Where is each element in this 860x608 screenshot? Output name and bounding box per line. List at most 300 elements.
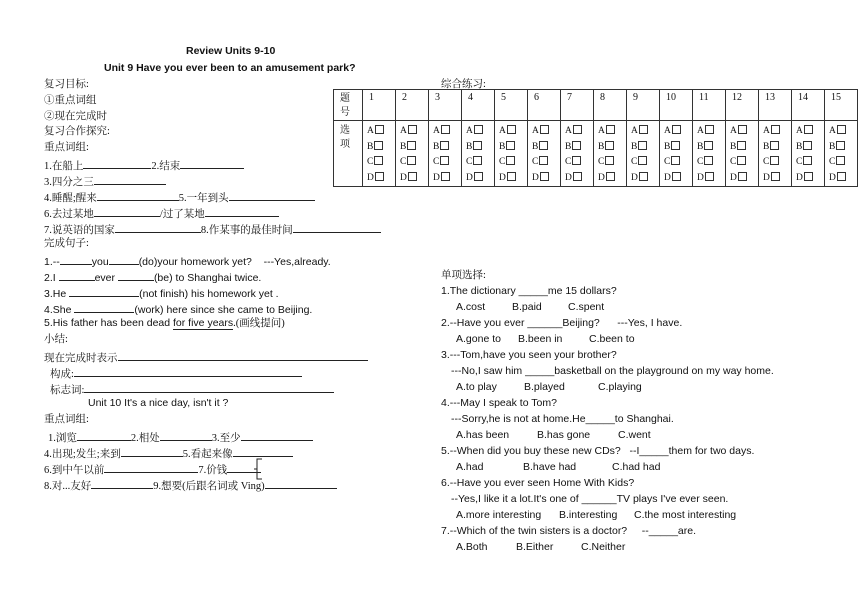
- checkbox-icon[interactable]: [573, 172, 582, 181]
- answer-cell[interactable]: [528, 121, 561, 187]
- question-3-stem: 3.---Tom,have you seen your brother?: [441, 349, 617, 361]
- answer-option[interactable]: [631, 140, 659, 156]
- blank[interactable]: [118, 269, 154, 281]
- answer-option[interactable]: [664, 124, 692, 140]
- checkbox-icon[interactable]: [836, 141, 845, 150]
- answer-cell[interactable]: [792, 121, 825, 187]
- checkbox-icon[interactable]: [539, 156, 548, 165]
- question-7-option-b[interactable]: B.Either: [516, 541, 554, 553]
- question-4-option-c[interactable]: C.went: [618, 429, 651, 441]
- option-letter: A: [631, 126, 638, 136]
- phrase-line-4: [44, 189, 315, 205]
- checkbox-icon[interactable]: [375, 172, 384, 181]
- checkbox-icon[interactable]: [507, 172, 516, 181]
- blank[interactable]: [60, 253, 92, 265]
- question-3-option-c[interactable]: C.playing: [598, 381, 642, 393]
- row-label-options: [334, 121, 363, 187]
- answer-option[interactable]: [499, 124, 527, 140]
- phrase: 1.浏览: [48, 433, 77, 444]
- checkbox-icon[interactable]: [704, 141, 713, 150]
- phrase: 7.价钱: [198, 465, 228, 476]
- blank[interactable]: [94, 205, 160, 217]
- blank[interactable]: [233, 445, 293, 457]
- checkbox-icon[interactable]: [737, 156, 746, 165]
- answer-option[interactable]: [796, 140, 824, 156]
- checkbox-icon[interactable]: [804, 125, 813, 134]
- option-letter: A: [598, 126, 605, 136]
- checkbox-icon[interactable]: [803, 156, 812, 165]
- question-6-option-c[interactable]: C.the most interesting: [634, 509, 737, 521]
- answer-option[interactable]: [631, 124, 659, 140]
- question-6-option-a[interactable]: A.more interesting: [456, 509, 542, 521]
- blank[interactable]: [84, 381, 334, 393]
- question-2-option-b[interactable]: B.been in: [518, 333, 563, 345]
- checkbox-icon[interactable]: [639, 125, 648, 134]
- blank[interactable]: [265, 477, 337, 489]
- summary-text: 构成:: [50, 369, 74, 380]
- phrase: 2.相处: [130, 433, 160, 444]
- sentence-text: 4.She: [44, 304, 75, 316]
- question-number: 13: [759, 90, 792, 121]
- sentences-label: 完成句子:: [44, 238, 89, 249]
- question-4-stem-2: ---Sorry,he is not at home.He_____to Shanghai.: [451, 413, 674, 425]
- blank[interactable]: [121, 445, 183, 457]
- question-number: 6: [528, 90, 561, 121]
- option-letter: D: [367, 172, 374, 183]
- question-number: 2: [396, 90, 429, 121]
- answer-cell[interactable]: [660, 121, 693, 187]
- option-letter: D: [697, 172, 704, 183]
- answer-option[interactable]: [400, 171, 428, 187]
- phrase-6: 6.去过某地: [44, 209, 94, 220]
- answer-option[interactable]: [631, 155, 659, 171]
- option-letter: A: [763, 126, 770, 136]
- answer-option[interactable]: [532, 155, 560, 171]
- answer-option[interactable]: [532, 171, 560, 187]
- checkbox-icon[interactable]: [506, 141, 515, 150]
- option-letter: C: [532, 157, 539, 167]
- checkbox-icon[interactable]: [705, 125, 714, 134]
- checkbox-icon[interactable]: [440, 156, 449, 165]
- answer-option[interactable]: [763, 124, 791, 140]
- answer-option[interactable]: [433, 140, 461, 156]
- option-letter: D: [532, 172, 539, 183]
- answer-option[interactable]: [697, 140, 725, 156]
- answer-option[interactable]: [400, 140, 428, 156]
- answer-option[interactable]: [631, 171, 659, 187]
- answer-option[interactable]: [499, 140, 527, 156]
- answer-cell[interactable]: [627, 121, 660, 187]
- checkbox-icon[interactable]: [441, 172, 450, 181]
- sentence-text: (not finish) his homework yet .: [139, 288, 279, 300]
- checkbox-icon[interactable]: [474, 125, 483, 134]
- answer-option[interactable]: [400, 124, 428, 140]
- label-char: 号: [340, 107, 350, 118]
- answer-option[interactable]: [664, 171, 692, 187]
- question-3-option-b[interactable]: B.played: [524, 381, 565, 393]
- answer-cell[interactable]: [495, 121, 528, 187]
- answer-option[interactable]: [499, 171, 527, 187]
- question-number: 15: [825, 90, 858, 121]
- blank[interactable]: [77, 429, 131, 441]
- answer-option[interactable]: [829, 155, 857, 171]
- phrase-line-1: [44, 157, 244, 173]
- option-letter: D: [796, 172, 803, 183]
- sentence-text: 1.--: [44, 256, 60, 268]
- option-letter: C: [730, 157, 737, 167]
- option-letter: D: [664, 172, 671, 183]
- blank[interactable]: [74, 365, 302, 377]
- checkbox-icon[interactable]: [738, 125, 747, 134]
- answer-cell[interactable]: [759, 121, 792, 187]
- option-letter: C: [466, 157, 473, 167]
- label-char: 项: [340, 139, 350, 150]
- checkbox-icon[interactable]: [837, 172, 846, 181]
- option-letter: B: [565, 141, 572, 152]
- answer-option[interactable]: [532, 140, 560, 156]
- sentence-text: ever: [94, 272, 118, 284]
- document-title: Review Units 9-10: [186, 45, 276, 57]
- option-letter: A: [433, 126, 440, 136]
- answer-option[interactable]: [400, 155, 428, 171]
- answer-option[interactable]: [664, 155, 692, 171]
- blank[interactable]: [293, 221, 381, 233]
- blank[interactable]: [160, 429, 212, 441]
- sentence-text: you: [91, 256, 109, 268]
- question-6-stem-2: --Yes,I like it a lot.It's one of ______TV plays I've ever seen.: [451, 493, 729, 505]
- answer-option[interactable]: [565, 124, 593, 140]
- checkbox-icon[interactable]: [441, 125, 450, 134]
- option-letter: B: [664, 141, 671, 152]
- question-number: 14: [792, 90, 825, 121]
- unit10-title: Unit 10 It's a nice day, isn't it ?: [88, 397, 229, 409]
- sentence-text: 2.I: [44, 272, 59, 284]
- checkbox-icon[interactable]: [638, 141, 647, 150]
- checkbox-icon[interactable]: [672, 172, 681, 181]
- answer-option[interactable]: [730, 140, 758, 156]
- answer-cell[interactable]: [594, 121, 627, 187]
- answer-option[interactable]: [697, 124, 725, 140]
- checkbox-icon[interactable]: [738, 172, 747, 181]
- question-7-stem: 7.--Which of the twin sisters is a doctor? --_____are.: [441, 525, 697, 537]
- question-7-option-c[interactable]: C.Neither: [581, 541, 626, 553]
- answer-option[interactable]: [598, 171, 626, 187]
- option-letter: A: [532, 126, 539, 136]
- blank[interactable]: [118, 349, 368, 361]
- option-letter: C: [631, 157, 638, 167]
- label-char: 选: [340, 125, 350, 136]
- option-letter: A: [829, 126, 836, 136]
- summary-line-1: [44, 349, 368, 365]
- answer-option[interactable]: [829, 124, 857, 140]
- checkbox-icon[interactable]: [606, 172, 615, 181]
- question-number: 8: [594, 90, 627, 121]
- checkbox-icon[interactable]: [605, 156, 614, 165]
- answer-option[interactable]: [466, 155, 494, 171]
- answer-option[interactable]: [466, 140, 494, 156]
- option-letter: C: [598, 157, 605, 167]
- checkbox-icon[interactable]: [506, 156, 515, 165]
- phrase: 6.到中午以前: [44, 465, 105, 476]
- question-number: 1: [363, 90, 396, 121]
- checkbox-icon[interactable]: [671, 156, 680, 165]
- sentence-text: (do)your homework yet? ---Yes,already.: [138, 256, 331, 268]
- question-7-option-a[interactable]: A.Both: [456, 541, 488, 553]
- sentence-4: [44, 301, 312, 317]
- summary-label: 小结:: [44, 334, 68, 345]
- answer-option[interactable]: [598, 124, 626, 140]
- answer-option[interactable]: [730, 124, 758, 140]
- answer-option[interactable]: [532, 124, 560, 140]
- answer-cell[interactable]: [429, 121, 462, 187]
- answer-option[interactable]: [499, 155, 527, 171]
- row-label-number: [334, 90, 363, 121]
- checkbox-icon[interactable]: [572, 141, 581, 150]
- option-letter: D: [829, 172, 836, 183]
- answer-option[interactable]: [829, 171, 857, 187]
- answer-cell[interactable]: [396, 121, 429, 187]
- option-letter: A: [697, 126, 704, 136]
- bracket-mark: [252, 457, 266, 481]
- question-3-stem-2: ---No,I saw him _____basketball on the playground on my way home.: [451, 365, 774, 377]
- option-letter: C: [433, 157, 440, 167]
- checkbox-icon[interactable]: [771, 172, 780, 181]
- checkbox-icon[interactable]: [573, 125, 582, 134]
- answer-option[interactable]: [796, 124, 824, 140]
- checkbox-icon[interactable]: [572, 156, 581, 165]
- option-letter: D: [730, 172, 737, 183]
- phrase-line-7: [44, 221, 381, 237]
- answer-option[interactable]: [796, 155, 824, 171]
- option-letter: A: [499, 126, 506, 136]
- answer-option[interactable]: [565, 155, 593, 171]
- checkbox-icon[interactable]: [770, 141, 779, 150]
- option-letter: B: [433, 141, 440, 152]
- summary-text: 现在完成时表示: [44, 353, 118, 364]
- option-letter: D: [433, 172, 440, 183]
- checkbox-icon[interactable]: [407, 156, 416, 165]
- question-5-option-c[interactable]: C.had had: [612, 461, 661, 473]
- checkbox-icon[interactable]: [539, 141, 548, 150]
- checkbox-icon[interactable]: [639, 172, 648, 181]
- option-letter: D: [499, 172, 506, 183]
- checkbox-icon[interactable]: [540, 125, 549, 134]
- blank[interactable]: [180, 157, 244, 169]
- checkbox-icon[interactable]: [804, 172, 813, 181]
- checkbox-icon[interactable]: [507, 125, 516, 134]
- checkbox-icon[interactable]: [408, 172, 417, 181]
- phrase-line-6: [44, 205, 279, 221]
- checkbox-icon[interactable]: [803, 141, 812, 150]
- answer-cell[interactable]: [693, 121, 726, 187]
- checkbox-icon[interactable]: [836, 156, 845, 165]
- checkbox-icon[interactable]: [837, 125, 846, 134]
- answer-option[interactable]: [433, 155, 461, 171]
- goal-2: ②现在完成时: [44, 111, 107, 122]
- option-letter: B: [400, 141, 407, 152]
- answer-option[interactable]: [664, 140, 692, 156]
- checkbox-icon[interactable]: [638, 156, 647, 165]
- phrase: 3.至少: [211, 433, 241, 444]
- question-5-option-b[interactable]: B.have had: [523, 461, 577, 473]
- phrases-label: 重点词组:: [44, 142, 89, 153]
- answer-option[interactable]: [763, 155, 791, 171]
- question-number: 12: [726, 90, 759, 121]
- option-letter: D: [400, 172, 407, 183]
- checkbox-icon[interactable]: [605, 141, 614, 150]
- checkbox-icon[interactable]: [473, 141, 482, 150]
- explore-label: 复习合作探究:: [44, 126, 110, 137]
- checkbox-icon[interactable]: [440, 141, 449, 150]
- question-4-option-a[interactable]: A.has been: [456, 429, 510, 441]
- question-3-option-a[interactable]: A.to play: [456, 381, 497, 393]
- option-letter: D: [466, 172, 473, 183]
- question-2-option-a[interactable]: A.gone to: [456, 333, 501, 345]
- sentence-2: [44, 269, 261, 285]
- checkbox-icon[interactable]: [606, 125, 615, 134]
- sentence-text: (be) to Shanghai twice.: [153, 272, 262, 284]
- answer-option[interactable]: [367, 124, 395, 140]
- phrase2-line-6: [44, 461, 261, 477]
- phrase-1: 1.在船上: [44, 161, 84, 172]
- question-6-option-b[interactable]: B.interesting: [559, 509, 618, 521]
- phrases2-label: 重点词组:: [44, 414, 89, 425]
- blank[interactable]: [229, 189, 315, 201]
- label-char: 题: [340, 93, 350, 104]
- option-letter: B: [730, 141, 737, 152]
- blank[interactable]: [104, 461, 198, 473]
- answer-option[interactable]: [763, 140, 791, 156]
- answer-table-option-row: [334, 121, 858, 187]
- phrase: 8.对...友好: [44, 481, 92, 492]
- answer-option[interactable]: [598, 155, 626, 171]
- option-letter: B: [466, 141, 473, 152]
- answer-option[interactable]: [697, 155, 725, 171]
- question-1-option-b[interactable]: B.paid: [512, 301, 542, 313]
- checkbox-icon[interactable]: [771, 125, 780, 134]
- question-1-stem: 1.The dictionary _____me 15 dollars?: [441, 285, 617, 297]
- blank[interactable]: [59, 269, 95, 281]
- blank[interactable]: [83, 157, 151, 169]
- option-letter: C: [499, 157, 506, 167]
- answer-option[interactable]: [367, 171, 395, 187]
- option-letter: B: [532, 141, 539, 152]
- question-number: 11: [693, 90, 726, 121]
- answer-option[interactable]: [433, 171, 461, 187]
- option-letter: C: [664, 157, 671, 167]
- blank[interactable]: [69, 285, 139, 297]
- answer-option[interactable]: [598, 140, 626, 156]
- answer-option[interactable]: [433, 124, 461, 140]
- underlined-phrase: for five years: [173, 317, 234, 329]
- answer-option[interactable]: [730, 171, 758, 187]
- blank[interactable]: [91, 477, 153, 489]
- blank[interactable]: [97, 189, 179, 201]
- sentence-text: 5.His father has been dead: [44, 317, 174, 329]
- option-letter: B: [697, 141, 704, 152]
- checkbox-icon[interactable]: [407, 141, 416, 150]
- answer-option[interactable]: [730, 155, 758, 171]
- goal-1: ①重点词组: [44, 95, 97, 106]
- checkbox-icon[interactable]: [737, 141, 746, 150]
- blank[interactable]: [94, 173, 166, 185]
- checkbox-icon[interactable]: [671, 141, 680, 150]
- answer-option[interactable]: [367, 155, 395, 171]
- question-2-option-c[interactable]: C.been to: [589, 333, 635, 345]
- checkbox-icon[interactable]: [770, 156, 779, 165]
- option-letter: B: [829, 141, 836, 152]
- answer-option[interactable]: [466, 171, 494, 187]
- question-1-option-c[interactable]: C.spent: [568, 301, 605, 313]
- question-number: 9: [627, 90, 660, 121]
- checkbox-icon[interactable]: [672, 125, 681, 134]
- answer-cell[interactable]: [561, 121, 594, 187]
- answer-cell[interactable]: [462, 121, 495, 187]
- answer-cell[interactable]: [363, 121, 396, 187]
- answer-cell[interactable]: [726, 121, 759, 187]
- answer-option[interactable]: [829, 140, 857, 156]
- answer-option[interactable]: [367, 140, 395, 156]
- checkbox-icon[interactable]: [473, 156, 482, 165]
- option-letter: A: [466, 126, 473, 136]
- sentence-text: 3.He: [44, 288, 70, 300]
- sentence-3: [44, 285, 279, 301]
- blank[interactable]: [115, 221, 201, 233]
- answer-cell[interactable]: [825, 121, 858, 187]
- question-1-option-a[interactable]: A.cost: [456, 301, 486, 313]
- blank[interactable]: [241, 429, 313, 441]
- answer-option[interactable]: [796, 171, 824, 187]
- answer-option[interactable]: [565, 171, 593, 187]
- phrase: 9.想要(后跟名词或 Ving): [153, 481, 265, 492]
- blank[interactable]: [109, 253, 139, 265]
- option-letter: A: [565, 126, 572, 136]
- option-letter: D: [565, 172, 572, 183]
- checkbox-icon[interactable]: [704, 156, 713, 165]
- question-4-option-b[interactable]: B.has gone: [537, 429, 591, 441]
- question-number: 5: [495, 90, 528, 121]
- practice-label: 综合练习:: [441, 79, 486, 90]
- checkbox-icon[interactable]: [374, 141, 383, 150]
- answer-table-number-row: [334, 90, 858, 121]
- checkbox-icon[interactable]: [474, 172, 483, 181]
- answer-option[interactable]: [466, 124, 494, 140]
- question-4-stem: 4.---May I speak to Tom?: [441, 397, 557, 409]
- checkbox-icon[interactable]: [705, 172, 714, 181]
- phrase-5: 5.一年到头: [178, 193, 229, 204]
- answer-option[interactable]: [565, 140, 593, 156]
- answer-option[interactable]: [697, 171, 725, 187]
- question-5-option-a[interactable]: A.had: [456, 461, 484, 473]
- phrase-line-3: [44, 173, 166, 189]
- option-letter: B: [796, 141, 803, 152]
- checkbox-icon[interactable]: [375, 125, 384, 134]
- summary-line-2: [50, 365, 302, 381]
- question-6-stem: 6.--Have you ever seen Home With Kids?: [441, 477, 635, 489]
- option-letter: B: [367, 141, 374, 152]
- blank[interactable]: [205, 205, 279, 217]
- sentence-5: [44, 317, 285, 330]
- answer-option[interactable]: [763, 171, 791, 187]
- question-number: 3: [429, 90, 462, 121]
- checkbox-icon[interactable]: [374, 156, 383, 165]
- option-letter: B: [631, 141, 638, 152]
- checkbox-icon[interactable]: [540, 172, 549, 181]
- blank[interactable]: [74, 301, 134, 313]
- phrase-4: 4.睡醒;醒来: [44, 193, 97, 204]
- phrase-8: 8.作某事的最佳时间: [200, 225, 293, 236]
- checkbox-icon[interactable]: [408, 125, 417, 134]
